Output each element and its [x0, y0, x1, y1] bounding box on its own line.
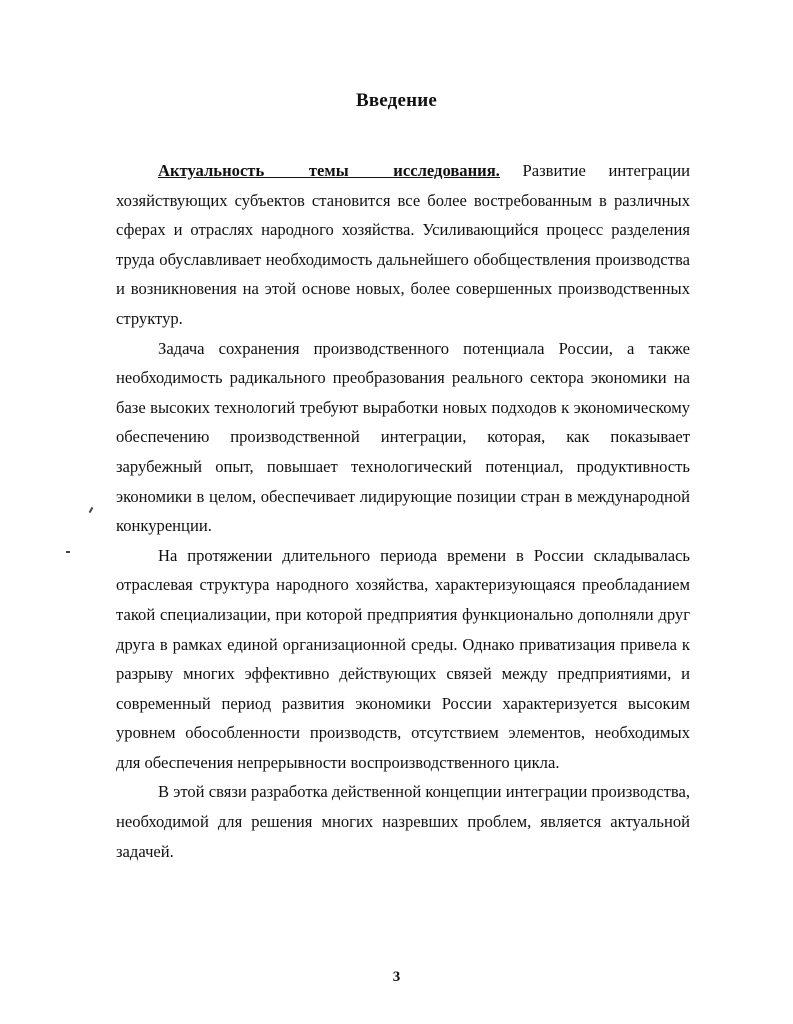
paragraph-3: На протяжении длительного периода времени в России складывалась отраслевая структура народного хозяйства, характеризующаяся преобладанием такой специализации, при которой предприятия функционально дополняли друг друга в рамках единой организационной среды. Однако приватизация привела к разрыву многих эффективно действующих связей между предприятиями, и современный период развития экономики России характеризуется высоким уровнем обособленности производств, отсутствием элементов, необходимых для обеспечения непрерывности воспроизводственного цикла.: [116, 545, 690, 772]
paragraph-relevance: [116, 156, 690, 334]
page-number: 3: [392, 969, 401, 985]
body-text: [116, 156, 690, 866]
scan-speck: [89, 507, 94, 513]
scan-speck: [66, 551, 70, 553]
page-title: Введение: [355, 90, 438, 111]
lead-phrase: Актуальность темы исследования.: [158, 161, 500, 180]
paragraph-text: Развитие интеграции хозяйствующих субъектов становится все более востребованным в различных сферах и отраслях народного хозяйства. Усиливающийся процесс разделения труда обуславливает необходимость дальнейшего обобществления производства и возникновения на этой основе новых, более совершенных производственных структур.: [116, 161, 690, 328]
paragraph-2: Задача сохранения производственного потенциала России, а также необходимость радикального преобразования реального сектора экономики на базе высоких технологий требуют выработки новых подходов к экономическому обеспечению производственной интеграции, которая, как показывает зарубежный опыт, повышает технологический потенциал, продуктивность экономики в целом, обеспечивает лидирующие позиции стран в международной конкуренции.: [116, 338, 690, 536]
paragraph-4: В этой связи разработка действенной концепции интеграции производства, необходимой для решения многих назревших проблем, является актуальной задачей.: [116, 782, 690, 861]
